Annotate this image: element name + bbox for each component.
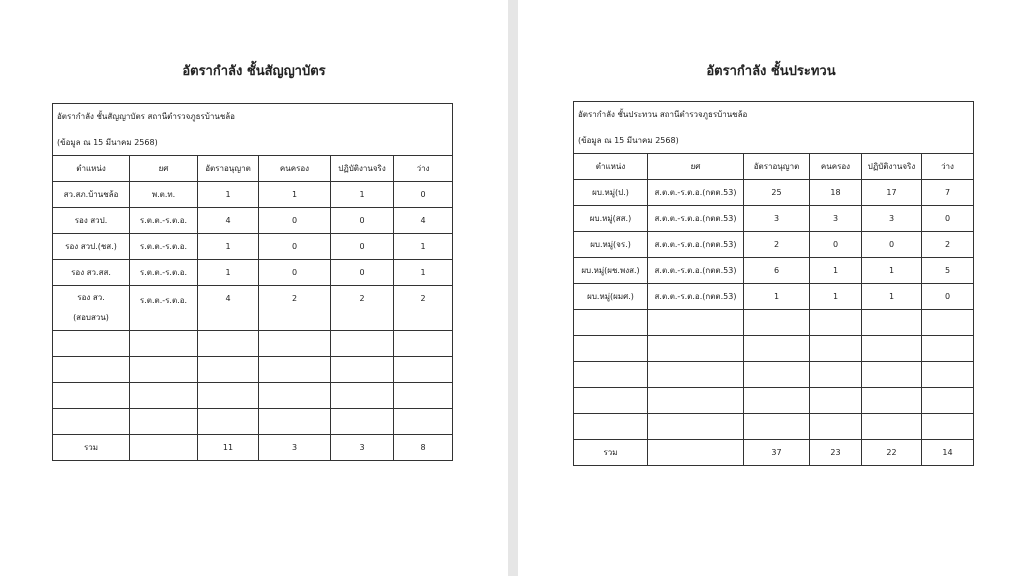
position-sublabel: (สอบสวน): [73, 313, 109, 322]
table-cell: ส.ต.ต.-ร.ต.อ.(กตต.53): [648, 284, 744, 310]
table-cell: ร.ต.ต.-ร.ต.อ.: [130, 260, 198, 286]
table-cell: พ.ต.ท.: [130, 182, 198, 208]
table-cell: 1: [810, 284, 862, 310]
table-cell: 18: [810, 180, 862, 206]
table-cell: 0: [862, 232, 922, 258]
table-row: [574, 284, 974, 310]
table-row: [574, 180, 974, 206]
table-cell: 4: [198, 286, 259, 331]
table-row: [574, 206, 974, 232]
table-cell: 0: [259, 234, 331, 260]
table-row: [53, 234, 453, 260]
table-cell: ส.ต.ต.-ร.ต.อ.(กตต.53): [648, 206, 744, 232]
table-cell: 14: [922, 440, 974, 466]
table-cell: 1: [862, 258, 922, 284]
table-cell: 3: [331, 435, 394, 461]
table-title: อัตรากำลัง ชั้นประทวน สถานีตำรวจภูธรบ้านชล้อ: [574, 102, 974, 128]
table-cell: ส.ต.ต.-ร.ต.อ.(กตต.53): [648, 180, 744, 206]
table-cell: 3: [744, 206, 810, 232]
table-cell: 0: [394, 182, 453, 208]
column-header: ตำแหน่ง: [574, 154, 648, 180]
table-cell: 0: [810, 232, 862, 258]
table-cell: สว.สภ.บ้านชล้อ: [53, 182, 130, 208]
table-cell: รอง สวป.: [53, 208, 130, 234]
table-cell: 1: [810, 258, 862, 284]
table-cell: 5: [922, 258, 974, 284]
table-cell: [53, 286, 130, 331]
table-cell: 1: [744, 284, 810, 310]
position-label: รอง สว.: [77, 293, 105, 302]
table-cell: 25: [744, 180, 810, 206]
table-cell: [130, 435, 198, 461]
table-cell: 37: [744, 440, 810, 466]
table-cell: 23: [810, 440, 862, 466]
table-header-row: [53, 156, 453, 182]
table-row: [53, 182, 453, 208]
table-subtitle: (ข้อมูล ณ 15 มีนาคม 2568): [574, 128, 974, 154]
table-row: [53, 286, 453, 331]
table-cell: 1: [394, 234, 453, 260]
page-title: อัตรากำลัง ชั้นประทวน: [706, 64, 836, 79]
table-header-row: [574, 154, 974, 180]
column-header: คนครอง: [259, 156, 331, 182]
table-row: [574, 258, 974, 284]
left-page: [0, 0, 508, 576]
table-row: [53, 260, 453, 286]
table-row-empty: [574, 414, 974, 440]
table-cell: 22: [862, 440, 922, 466]
table-row-empty: [574, 310, 974, 336]
table-cell: ผบ.หมู่(จร.): [574, 232, 648, 258]
table-cell: [648, 440, 744, 466]
table-total-row: [53, 435, 453, 461]
table-cell: 1: [394, 260, 453, 286]
column-header: คนครอง: [810, 154, 862, 180]
table-cell: รอง สว.สส.: [53, 260, 130, 286]
table-row-empty: [53, 409, 453, 435]
table-cell: 6: [744, 258, 810, 284]
column-header: ว่าง: [922, 154, 974, 180]
officer-table: [52, 103, 453, 461]
table-row-empty: [574, 336, 974, 362]
column-header: ตำแหน่ง: [53, 156, 130, 182]
column-header: ปฏิบัติงานจริง: [862, 154, 922, 180]
table-cell: 2: [922, 232, 974, 258]
table-cell: 17: [862, 180, 922, 206]
table-cell: 2: [331, 286, 394, 331]
table-cell: 0: [331, 208, 394, 234]
table-row-empty: [53, 331, 453, 357]
table-cell: 2: [259, 286, 331, 331]
table-cell: รวม: [53, 435, 130, 461]
table-row-empty: [53, 383, 453, 409]
table-cell: ส.ต.ต.-ร.ต.อ.(กตต.53): [648, 258, 744, 284]
table-cell: 1: [198, 260, 259, 286]
table-cell: 1: [259, 182, 331, 208]
table-cell: ผบ.หมู่(ผช.พงส.): [574, 258, 648, 284]
page-title: อัตรากำลัง ชั้นสัญญาบัตร: [182, 64, 326, 79]
table-cell: 7: [922, 180, 974, 206]
table-cell: 1: [331, 182, 394, 208]
table-row-empty: [53, 357, 453, 383]
table-cell: ร.ต.ต.-ร.ต.อ.: [130, 286, 198, 331]
table-cell: 1: [198, 182, 259, 208]
table-cell: ส.ต.ต.-ร.ต.อ.(กตต.53): [648, 232, 744, 258]
table-cell: 2: [744, 232, 810, 258]
table-row: [53, 208, 453, 234]
table-cell: 0: [922, 206, 974, 232]
column-header: อัตราอนุญาต: [198, 156, 259, 182]
table-cell: ผบ.หมู่(ป.): [574, 180, 648, 206]
column-header: ปฏิบัติงานจริง: [331, 156, 394, 182]
table-cell: 0: [922, 284, 974, 310]
column-header: ว่าง: [394, 156, 453, 182]
table-cell: ร.ต.ต.-ร.ต.อ.: [130, 234, 198, 260]
column-header: อัตราอนุญาต: [744, 154, 810, 180]
table-cell: 0: [331, 234, 394, 260]
table-cell: 2: [394, 286, 453, 331]
table-cell: 1: [198, 234, 259, 260]
table-row: [574, 232, 974, 258]
table-cell: 4: [394, 208, 453, 234]
table-cell: รวม: [574, 440, 648, 466]
table-title: อัตรากำลัง ชั้นสัญญาบัตร สถานีตำรวจภูธรบ้านชล้อ: [53, 104, 453, 130]
table-cell: 4: [198, 208, 259, 234]
table-cell: 0: [331, 260, 394, 286]
table-cell: 3: [862, 206, 922, 232]
table-cell: ร.ต.ต.-ร.ต.อ.: [130, 208, 198, 234]
table-cell: ผบ.หมู่(สส.): [574, 206, 648, 232]
table-cell: 0: [259, 208, 331, 234]
nco-table: [573, 101, 974, 466]
table-cell: ผบ.หมู่(ผมศ.): [574, 284, 648, 310]
table-cell: 1: [862, 284, 922, 310]
table-cell: รอง สวป.(ชส.): [53, 234, 130, 260]
table-subtitle: (ข้อมูล ณ 15 มีนาคม 2568): [53, 130, 453, 156]
table-cell: 8: [394, 435, 453, 461]
table-row-empty: [574, 388, 974, 414]
table-cell: 0: [259, 260, 331, 286]
right-page: [518, 0, 1024, 576]
table-total-row: [574, 440, 974, 466]
column-header: ยศ: [648, 154, 744, 180]
table-cell: 3: [810, 206, 862, 232]
table-cell: 11: [198, 435, 259, 461]
table-cell: 3: [259, 435, 331, 461]
column-header: ยศ: [130, 156, 198, 182]
table-row-empty: [574, 362, 974, 388]
